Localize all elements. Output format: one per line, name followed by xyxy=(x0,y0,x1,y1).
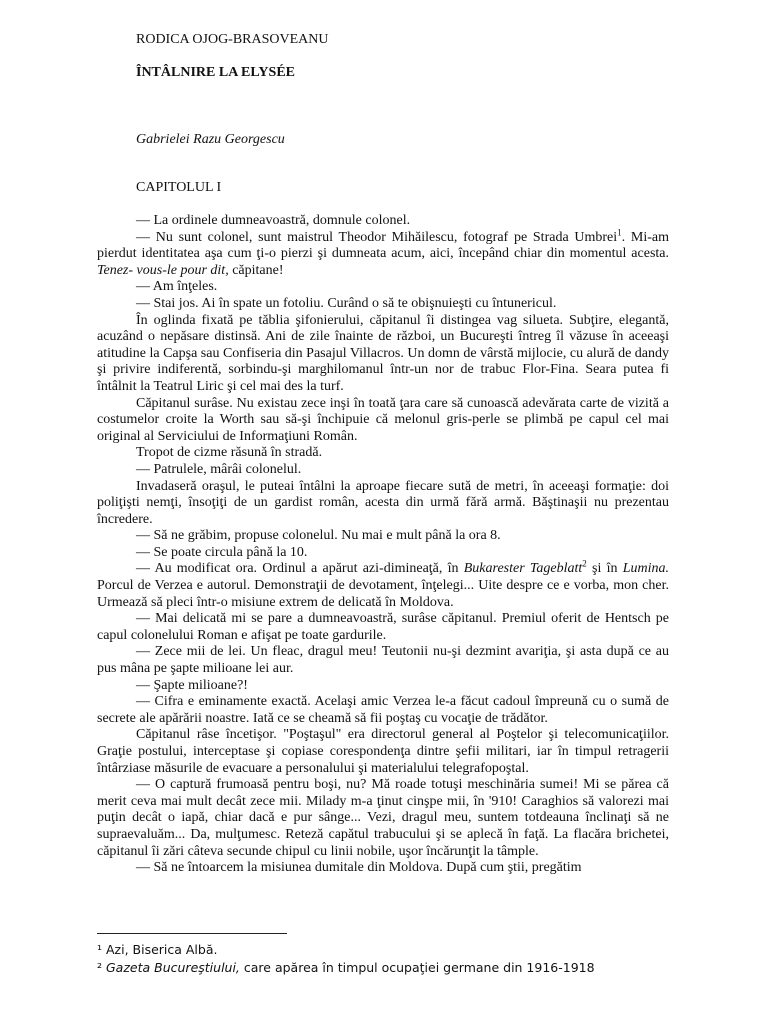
paragraph: — Nu sunt colonel, sunt maistrul Theodor Mihăilescu, fotograf pe Strada Umbrei$^1$. Mi-am pierdut identitatea aşa cum ţi-o pierzi şi dumneata acum, aici, începând chiar din momentul acesta. Tenez- vous-le pour dit, căpitane! xyxy=(97,226,670,278)
italic-phrase: Lumina. xyxy=(622,561,670,577)
footnote-mark: 1 xyxy=(617,226,622,237)
chapter-heading: CAPITOLUL I xyxy=(136,180,222,195)
paragraph: — Patrulele, mârâi colonelul. xyxy=(136,461,302,477)
book-title: ÎNTÂLNIRE LA ELYSÉE xyxy=(136,65,295,80)
paragraph-text: şi în xyxy=(592,561,618,577)
footnote-mark: 2 xyxy=(582,558,587,569)
author-name: RODICA OJOG-BRASOVEANU xyxy=(136,32,329,47)
paragraph: — Să ne întoarcem la misiunea dumitale din Moldova. După cum ştii, pregătim xyxy=(136,860,582,876)
paragraph: Invadaseră oraşul, le puteai întâlni la aproape fiecare sută de metri, în aceeaşi formaţie: doi poliţişti nemţi, însoţiţi de un gardist român, acesta din urmă fără armă. Băştinaşii nu prezentau încredere. xyxy=(97,478,669,527)
footnote-text: care apărea în timpul ocupaţiei germane din 1916-1918 xyxy=(243,960,595,975)
paragraph: Tropot de cizme răsună în stradă. xyxy=(136,445,323,461)
paragraph: — Să ne grăbim, propuse colonelul. Nu mai e mult până la ora 8. xyxy=(136,528,501,544)
footnote-mark: ² xyxy=(97,960,103,975)
dedication: Gabrielei Razu Georgescu xyxy=(136,132,285,147)
paragraph: Căpitanul râse încetişor. "Poştaşul" era directorul general al Poştelor şi telecomunicaţiilor. Graţie postului, interceptase şi copiase corespondenţa dintre şefii militari, iar în timpul retragerii întârziase măsurile de evacuare a personalului şi materialului telegrafopoştal. xyxy=(97,727,669,776)
paragraph: — Se poate circula până la 10. xyxy=(136,544,308,560)
footnote-italic: Gazeta Bucureştiului, xyxy=(106,960,240,975)
paragraph-text: căpitane! xyxy=(232,262,284,278)
italic-phrase: Bukarester Tageblatt xyxy=(463,561,583,577)
paragraph-text: — Nu sunt colonel, sunt maistrul Theodor Mihăilescu, fotograf pe Strada Umbrei xyxy=(136,229,618,245)
paragraph-text: — Au modificat ora. Ordinul a apărut azi-dimineaţă, în xyxy=(136,561,459,577)
paragraph: Căpitanul surâse. Nu existau zece inşi în toată ţara care să cunoască adevărata carte de vizită a costumelor croite la Worth sau să-şi închipuie că melonul gris-perle se plimbă pe capul cel mai original al Serviciului de Informaţiuni Român. xyxy=(97,395,669,444)
paragraph: — La ordinele dumneavoastră, domnule colonel. xyxy=(136,213,411,228)
paragraph: — O captură frumoasă pentru boşi, nu? Mă roade totuşi meschinăria sumei! Mi se părea că merit ceva mai mult decât zece mii. Milady m-a ţinut cinşpe mii, în '910! Caraghios să valorezi mai puţin decât o iapă, chiar dacă e pur sânge... Vezi, dragul meu, suntem totdeauna înclinaţi să ne supraevaluăm... Da, mulţumesc. Reteză capătul trabucului şi se aplecă în faţă. La flacăra brichetei, căpitanul îi zări câteva secunde chipul cu linii nobile, uşor încărunţit la tâmple. xyxy=(97,777,669,859)
paragraph: În oglinda fixată pe tăblia şifonierului, căpitanul îi distingea vag silueta. Subţire, elegantă, acuzând o nepăsare distinsă. Ani de zile înainte de război, un Bucureşti întreg îl văzuse în aceeaşi atitudine la Capşa sau Confiseria din Pasajul Villacros. Un domn de vârstă mijlocie, cu alură de dandy şi privire indiferentă, sorbindu-şi marghilomanul într-un nor de trabuc Flor-Fina. Seara putea fi întâlnit la Teatrul Liric şi cel mai des la turf. xyxy=(97,312,669,394)
paragraph: — Cifra e eminamente exactă. Acelaşi amic Verzea le-a făcut cadoul împreună cu o sumă de secrete ale apărării noastre. Iată ce se cheamă să fii poştaş cu vocaţie de trădător. xyxy=(97,694,669,726)
paragraph: — Stai jos. Ai în spate un fotoliu. Curând o să te obişnuieşti cu întunericul. xyxy=(136,295,557,311)
footnote-2 xyxy=(97,960,677,976)
paragraph-text: Mi-am pierdut identitatea aşa cum ţi-o pierzi şi dumneata acum, aici, începând chiar din momentul acesta. xyxy=(97,229,670,262)
paragraph: — Şapte milioane?! xyxy=(136,677,248,693)
italic-phrase: Tenez- vous-le pour dit, xyxy=(97,262,229,278)
chapter-body xyxy=(97,213,669,877)
paragraph-text: Porcul de Verzea e autorul. Demonstraţii de devotament, înţelegi... Uite despre ce e vorba, mon cher. Urmează să pleci într-o misiune extrem de delicată în Moldova. xyxy=(97,578,669,610)
paragraph: — Mai delicată mi se pare a dumneavoastră, surâse căpitanul. Premiul oferit de Hentsch pe capul colonelului Roman e afişat pe toate gardurile. xyxy=(97,611,669,643)
paragraph xyxy=(97,558,670,611)
paragraph: — Zece mii de lei. Un fleac, dragul meu! Teutonii nu-şi dezmint avariţia, şi asta după ce au pus mâna pe şapte milioane lei aur. xyxy=(97,644,669,677)
footnote-1: ¹ Azi, Biserica Albă. xyxy=(97,942,218,957)
paragraph: — Am înţeles. xyxy=(136,279,218,295)
footnote-separator xyxy=(97,933,287,934)
